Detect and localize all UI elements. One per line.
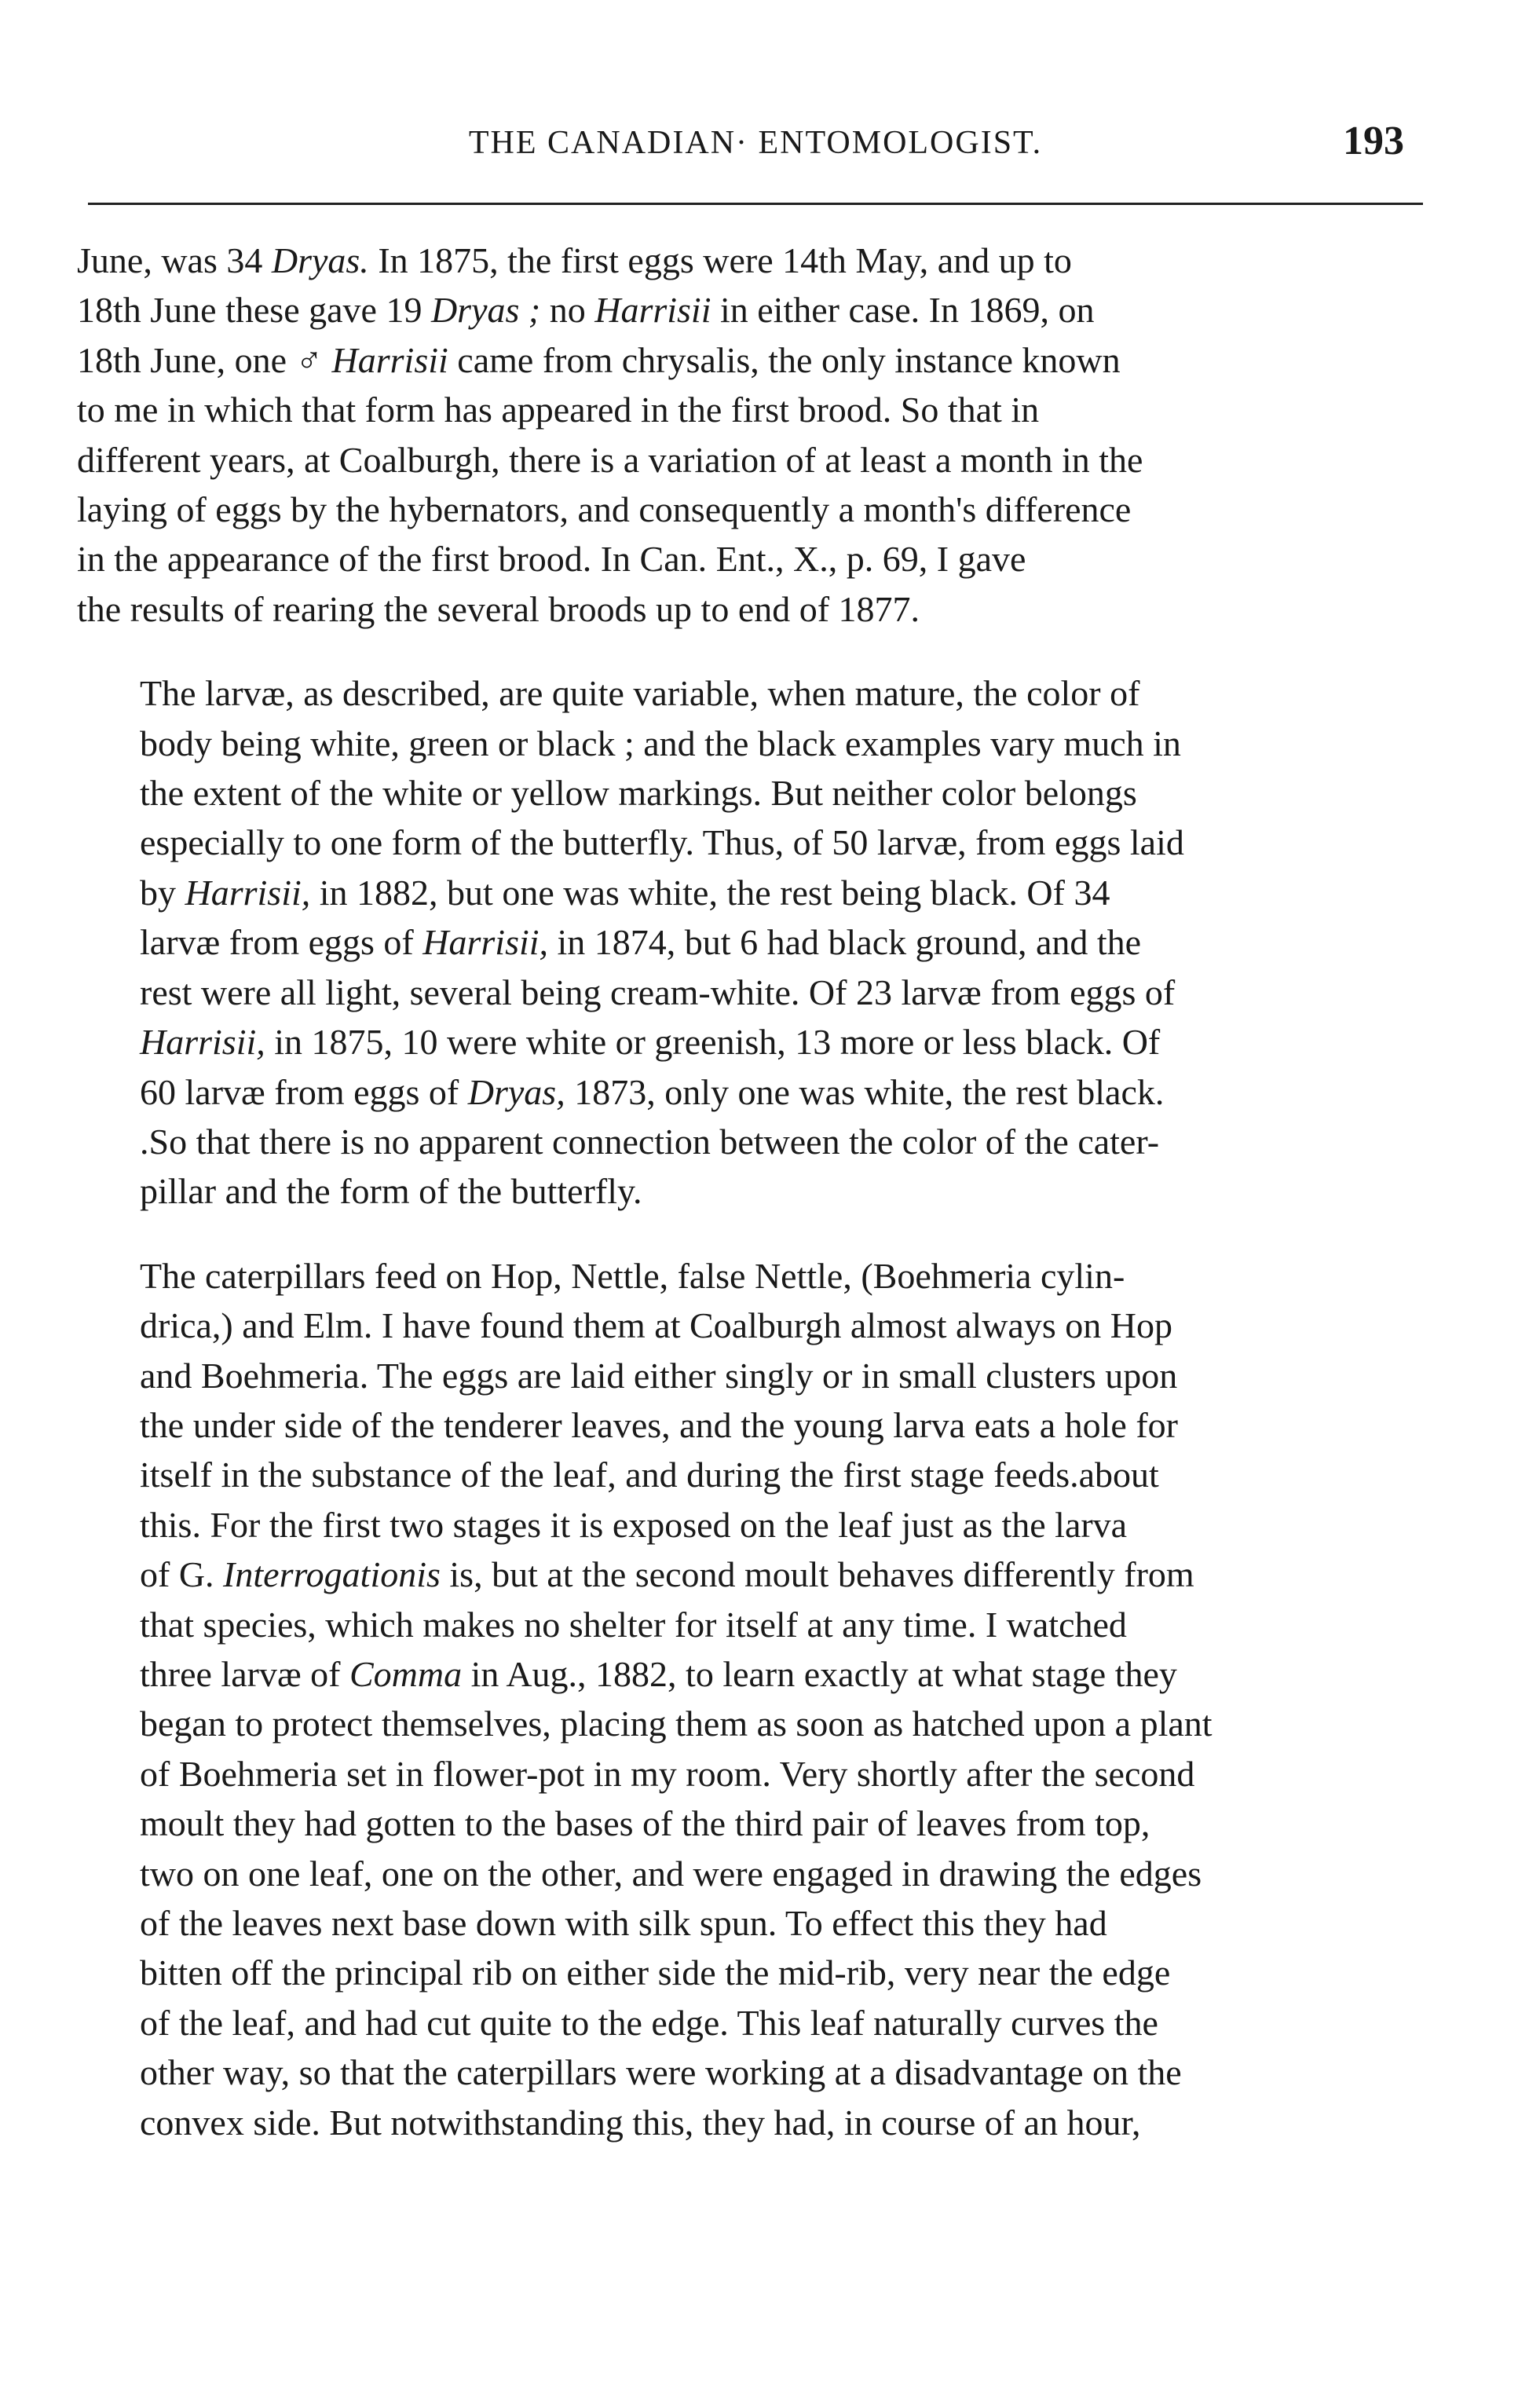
text-run: and Boehmeria. The eggs are laid either singly or in small clusters upon [140,1355,1178,1396]
text-line [77,1117,1428,1166]
text-run: by [140,872,185,913]
paragraph [77,668,1428,1216]
text-line [77,1301,1428,1350]
text-run: 60 larvæ from eggs of [140,1071,468,1112]
text-line [77,335,1428,385]
text-run: bitten off the principal rib on either side the mid-rib, very near the edge [140,1952,1171,1993]
italic-run: Harrisii, [185,872,311,913]
text-run: in 1874, but 6 had black ground, and the [548,922,1142,963]
text-run: moult they had gotten to the bases of the third pair of leaves from top, [140,1803,1150,1844]
text-run: pillar and the form of the butterfly. [140,1171,642,1212]
text-line [77,1550,1428,1599]
text-line [77,1948,1428,1997]
italic-run: Harrisii, [422,922,549,963]
text-run: in Aug., 1882, to learn exactly at what stage they [462,1653,1177,1694]
text-line [77,968,1428,1017]
text-line [77,1998,1428,2048]
text-line [77,2048,1428,2097]
text-line [77,435,1428,485]
text-run: in the appearance of the first brood. In Can. Ent., X., p. 69, I gave [77,539,1026,580]
text-run: The caterpillars feed on Hop, Nettle, false Nettle, (Boehmeria cylin- [140,1255,1125,1296]
italic-run: Harrisii, [140,1022,265,1063]
text-run: different years, at Coalburgh, there is a variation of at least a month in the [77,439,1143,480]
running-head: THE CANADIAN· ENTOMOLOGIST. [468,125,1043,161]
text-line [77,768,1428,818]
text-run: .So that there is no apparent connection between the color of the cater- [140,1121,1160,1162]
text-line [77,285,1428,335]
text-run: the under side of the tenderer leaves, and the young larva eats a hole for [140,1404,1178,1445]
page-header [88,118,1423,173]
text-line [77,719,1428,768]
italic-run: Comma [349,1653,463,1694]
text-line [77,534,1428,584]
text-run: rest were all light, several being cream-white. Of 23 larvæ from eggs of [140,972,1176,1012]
paragraph [77,1251,1428,2147]
text-line [77,1017,1428,1067]
text-run: In 1875, the first eggs were 14th May, and up to [368,240,1072,280]
text-run: The larvæ, as described, are quite variable, when mature, the color of [140,673,1140,714]
text-line [77,917,1428,967]
text-run: especially to one form of the butterfly. Thus, of 50 larvæ, from eggs laid [140,822,1184,863]
text-run: two on one leaf, one on the other, and were engaged in drawing the edges [140,1853,1202,1894]
text-run: June, was 34 [77,240,272,280]
text-run: itself in the substance of the leaf, and during the first stage feeds.about [140,1455,1159,1495]
text-line [77,1699,1428,1748]
text-run: no [540,290,595,331]
body-text [77,236,1428,2182]
text-run: laying of eggs by the hybernators, and consequently a month's difference [77,489,1132,530]
page-number: 193 [1343,119,1404,163]
text-run: of G. [140,1554,224,1595]
text-line [77,1500,1428,1550]
text-line [77,1849,1428,1898]
text-run: to me in which that form has appeared in the first brood. So that in [77,390,1040,430]
text-line [77,1351,1428,1400]
italic-run: Harrisii [331,339,448,380]
text-run: other way, so that the caterpillars were working at a disadvantage on the [140,2052,1182,2093]
text-line [77,1898,1428,1948]
text-run: this. For the first two stages it is exposed on the leaf just as the larva [140,1504,1128,1545]
text-run: in 1875, 10 were white or greenish, 13 more or less black. Of [265,1022,1161,1063]
text-line [77,385,1428,434]
text-line [77,1649,1428,1699]
text-line [77,1166,1428,1216]
text-run: body being white, green or black ; and the black examples vary much in [140,723,1181,763]
text-run: 18th June these gave 19 [77,290,431,331]
text-run: in 1882, but one was white, the rest being black. Of 34 [310,872,1110,913]
text-line [77,1600,1428,1649]
text-line [77,485,1428,534]
text-run: the results of rearing the several broods up to end of 1877. [77,588,920,629]
text-line [77,1450,1428,1499]
italic-run: Harrisii [594,290,711,331]
italic-run: Dryas, [467,1071,565,1112]
text-run: convex side. But notwithstanding this, they had, in course of an hour, [140,2102,1141,2143]
text-run: larvæ from eggs of [140,922,423,963]
text-line [77,1067,1428,1117]
text-line [77,584,1428,634]
text-run: of the leaves next base down with silk spun. To effect this they had [140,1903,1107,1943]
text-line [77,2098,1428,2147]
text-line [77,1749,1428,1799]
text-run: drica,) and Elm. I have found them at Coalburgh almost always on Hop [140,1305,1172,1346]
text-run: 1873, only one was white, the rest black. [565,1071,1165,1112]
text-line [77,1799,1428,1848]
text-run: in either case. In 1869, on [711,290,1095,331]
italic-run: Dryas ; [430,290,541,331]
text-line [77,818,1428,867]
header-rule [88,203,1423,205]
paragraph [77,236,1428,634]
text-run: that species, which makes no shelter for itself at any time. I watched [140,1604,1127,1645]
text-line [77,868,1428,917]
text-line [77,1400,1428,1450]
text-run: is, but at the second moult behaves differently from [440,1554,1194,1595]
text-run: the extent of the white or yellow markings. But neither color belongs [140,773,1137,814]
text-line [77,1251,1428,1301]
text-line [77,236,1428,285]
text-line [77,668,1428,718]
text-run: three larvæ of [140,1653,349,1694]
italic-run: Interrogationis [223,1554,441,1595]
text-run: of the leaf, and had cut quite to the edge. This leaf naturally curves the [140,2002,1158,2043]
text-run: 18th June, one ♂ [77,339,332,380]
text-run: came from chrysalis, the only instance known [448,339,1121,380]
text-run: of Boehmeria set in flower-pot in my room. Very shortly after the second [140,1753,1195,1794]
text-run: began to protect themselves, placing them as soon as hatched upon a plant [140,1704,1213,1744]
italic-run: Dryas. [271,240,369,280]
